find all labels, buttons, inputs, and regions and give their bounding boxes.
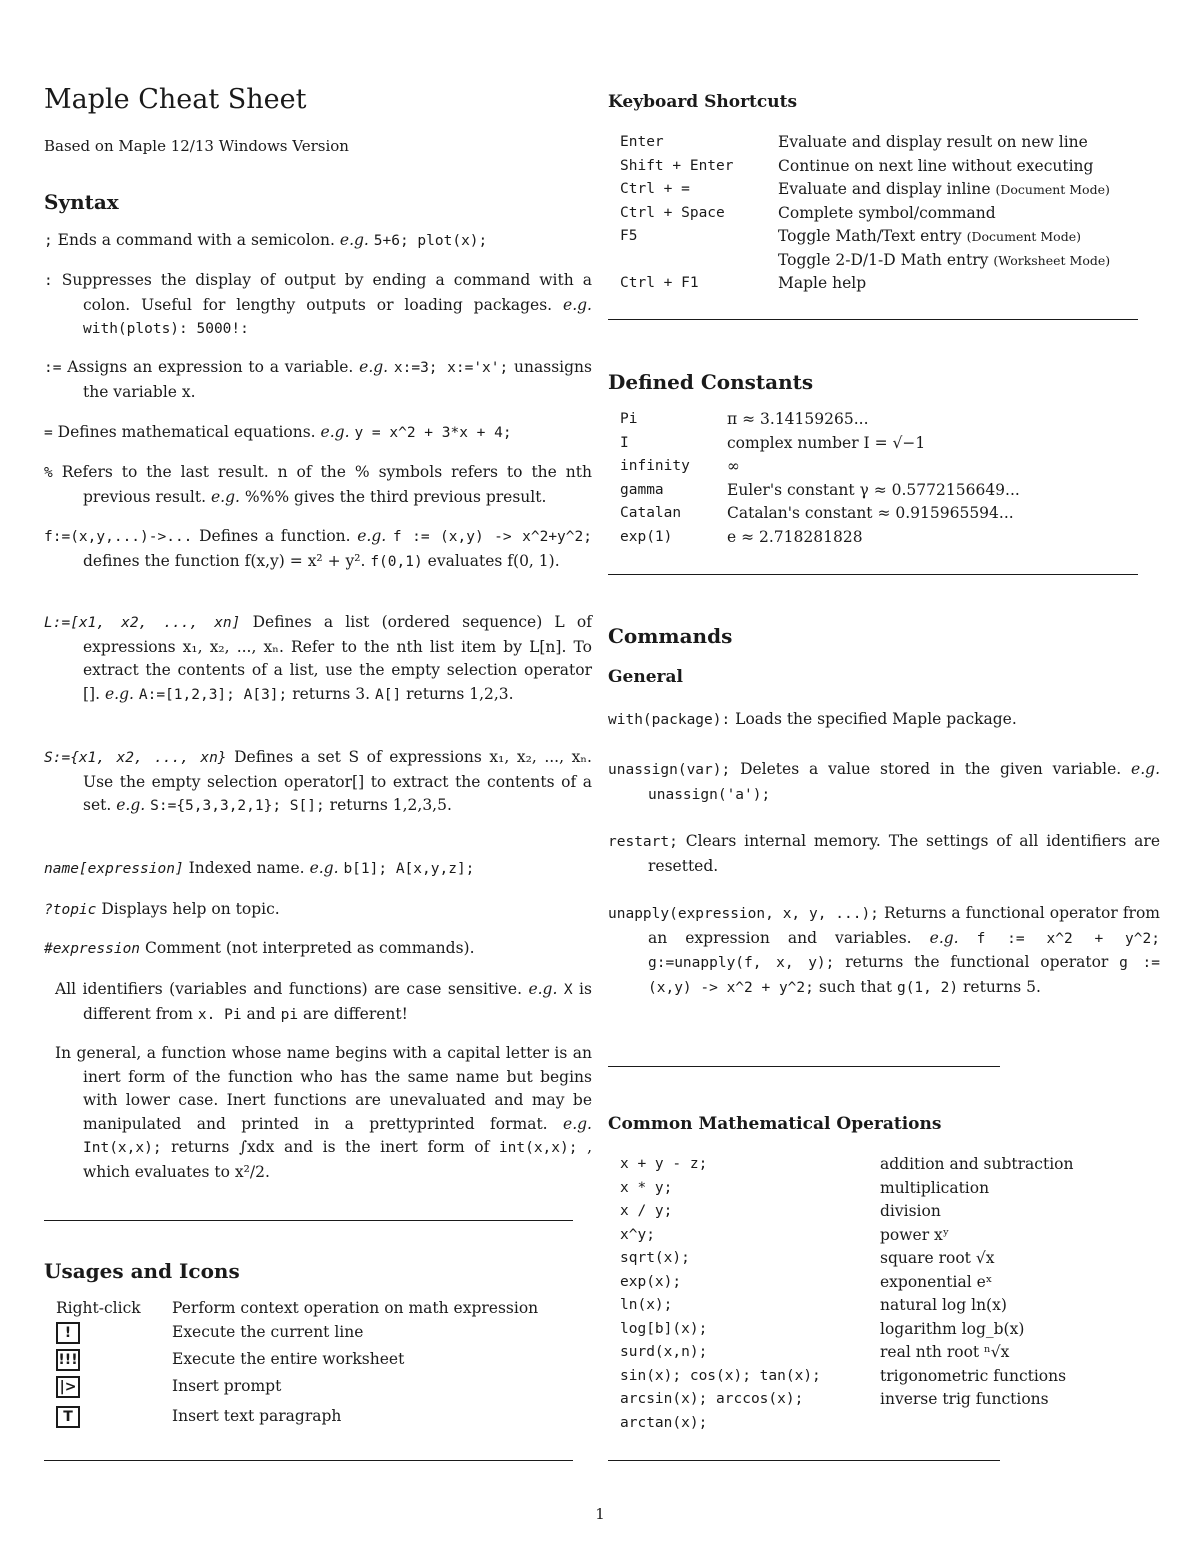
syntax-note: In general, a function whose name begins with a capital letter is an inert form of the function who has the same name but begins with lower case. Inert functions are unevaluated and may be manipulated and printed in a prettyprinted format. e.g. Int(x,x); returns ∫xdx and is the inert form of int(x,x); , which evaluates to x²/2. [55, 1044, 593, 1181]
table-row: Catalan Catalan's constant ≈ 0.915965594... [620, 504, 1014, 522]
shortcuts-table [620, 131, 1110, 296]
command-item: restart; Clears internal memory. The settings of all identifiers are resetted. [608, 832, 1160, 875]
table-row: Enter Evaluate and display result on new line [620, 133, 1088, 151]
command-item: unassign(var); Deletes a value stored in the given variable. e.g. unassign('a'); [608, 760, 1160, 803]
table-row: x / y; division [620, 1202, 941, 1220]
table-row: sqrt(x); square root √x [620, 1249, 995, 1267]
table-row: gamma Euler's constant γ ≈ 0.5772156649... [620, 480, 1020, 499]
operations-table [620, 1153, 1073, 1435]
table-row: F5 Toggle Math/Text entry (Document Mode) [620, 227, 1081, 245]
table-row: arcsin(x); arccos(x); inverse trig functions [620, 1390, 1049, 1408]
constants-heading: Defined Constants [608, 370, 814, 394]
table-row: x^y; power xʸ [620, 1225, 950, 1244]
divider [608, 1460, 1000, 1461]
table-row: Pi π ≈ 3.14159265... [620, 410, 869, 428]
syntax-item: f:=(x,y,...)->... Defines a function. e.g. f := (x,y) -> x^2+y^2; defines the function f(x,y) = x² + y². f(0,1) evaluates f(0, 1). [44, 527, 592, 570]
table-row: |> Insert prompt [56, 1375, 538, 1405]
syntax-item: name[expression] Indexed name. e.g. b[1]; A[x,y,z]; [44, 859, 475, 877]
constants-table [620, 408, 1020, 549]
table-row: exp(1) e ≈ 2.718281828 [620, 527, 863, 546]
subtitle: Based on Maple 12/13 Windows Version [44, 137, 349, 155]
table-row: log[b](x); logarithm log_b(x) [620, 1319, 1025, 1338]
table-row: Ctrl + = Evaluate and display inline (Document Mode) [620, 180, 1110, 198]
page-title: Maple Cheat Sheet [44, 84, 307, 115]
syntax-item: % Refers to the last result. n of the % symbols refers to the nth previous result. e.g. %%% gives the third previous presult. [44, 463, 592, 506]
syntax-item: := Assigns an expression to a variable. e.g. x:=3; x:='x'; unassigns the variable x. [44, 358, 592, 401]
divider [44, 1460, 573, 1461]
divider [608, 1066, 1000, 1067]
syntax-item: ?topic Displays help on topic. [44, 900, 280, 918]
table-row: infinity ∞ [620, 457, 740, 475]
table-row: exp(x); exponential eˣ [620, 1272, 993, 1291]
table-row: x + y - z; addition and subtraction [620, 1155, 1074, 1173]
table-row: ! Execute the current line [56, 1321, 538, 1348]
table-row: Shift + Enter Continue on next line without executing [620, 156, 1094, 175]
table-row: I complex number I = √−1 [620, 433, 926, 452]
table-row: Ctrl + F1 Maple help [620, 274, 867, 292]
divider [608, 574, 1138, 575]
command-item: with(package): Loads the specified Maple package. [608, 710, 1017, 728]
table-row: x * y; multiplication [620, 1178, 990, 1197]
table-row: !!! Execute the entire worksheet [56, 1348, 538, 1375]
syntax-item: : Suppresses the display of output by ending a command with a colon. Useful for lengthy outputs or loading packages. e.g. with(plots): 5000!: [44, 271, 592, 337]
table-row: sin(x); cos(x); tan(x); trigonometric functions [620, 1366, 1067, 1385]
shortcuts-heading: Keyboard Shortcuts [608, 92, 798, 112]
syntax-item: = Defines mathematical equations. e.g. y = x^2 + 3*x + 4; [44, 423, 512, 441]
divider [44, 1220, 573, 1221]
divider [608, 319, 1138, 320]
table-row: surd(x,n); real nth root ⁿ√x [620, 1343, 1010, 1361]
command-item: unapply(expression, x, y, ...); Returns a functional operator from an expression and variables. e.g. f := x^2 + y^2; g:=unapply(f, x, y); returns the functional operator g := (x,y) -> x^2 + y^2; such that g(1, 2) returns 5. [608, 904, 1160, 996]
syntax-item: ; Ends a command with a semicolon. e.g. 5+6; plot(x); [44, 231, 488, 249]
insert-prompt-icon[interactable]: |> [56, 1376, 80, 1398]
syntax-heading: Syntax [44, 190, 119, 214]
table-row: Toggle 2-D/1-D Math entry (Worksheet Mode) [778, 250, 1111, 269]
syntax-item: S:={x1, x2, ..., xn} Defines a set S of expressions x₁, x₂, ..., xₙ. Use the empty selection operator[] to extract the contents of a set. e.g. S:={5,3,3,2,1}; S[]; returns 1,2,3,5. [44, 748, 592, 814]
operations-heading: Common Mathematical Operations [608, 1114, 942, 1134]
page-number: 1 [595, 1505, 605, 1523]
execute-line-icon[interactable]: ! [56, 1322, 80, 1344]
general-subheading: General [608, 667, 683, 687]
table-row: Right-click Perform context operation on math expression [56, 1297, 538, 1321]
table-row: arctan(x); [620, 1414, 708, 1431]
commands-heading: Commands [608, 624, 733, 648]
icon-cell: Right-click [56, 1299, 141, 1317]
table-row: T Insert text paragraph [56, 1405, 538, 1435]
usages-heading: Usages and Icons [44, 1259, 240, 1283]
syntax-note: All identifiers (variables and functions) are case sensitive. e.g. X is different from x. Pi and pi are different! [55, 980, 592, 1023]
usages-table [56, 1297, 538, 1435]
syntax-item: #expression Comment (not interpreted as commands). [44, 939, 475, 957]
syntax-item: L:=[x1, x2, ..., xn] Defines a list (ordered sequence) L of expressions x₁, x₂, ..., xₙ. Refer to the nth list item by L[n]. To extract the contents of a list, use the empty selection operator []. e.g. A:=[1,2,3]; A[3]; returns 3. A[] returns 1,2,3. [44, 613, 592, 703]
table-row: ln(x); natural log ln(x) [620, 1296, 1007, 1314]
execute-worksheet-icon[interactable]: !!! [56, 1349, 80, 1371]
table-row: Ctrl + Space Complete symbol/command [620, 203, 996, 222]
insert-text-icon[interactable]: T [56, 1406, 80, 1428]
